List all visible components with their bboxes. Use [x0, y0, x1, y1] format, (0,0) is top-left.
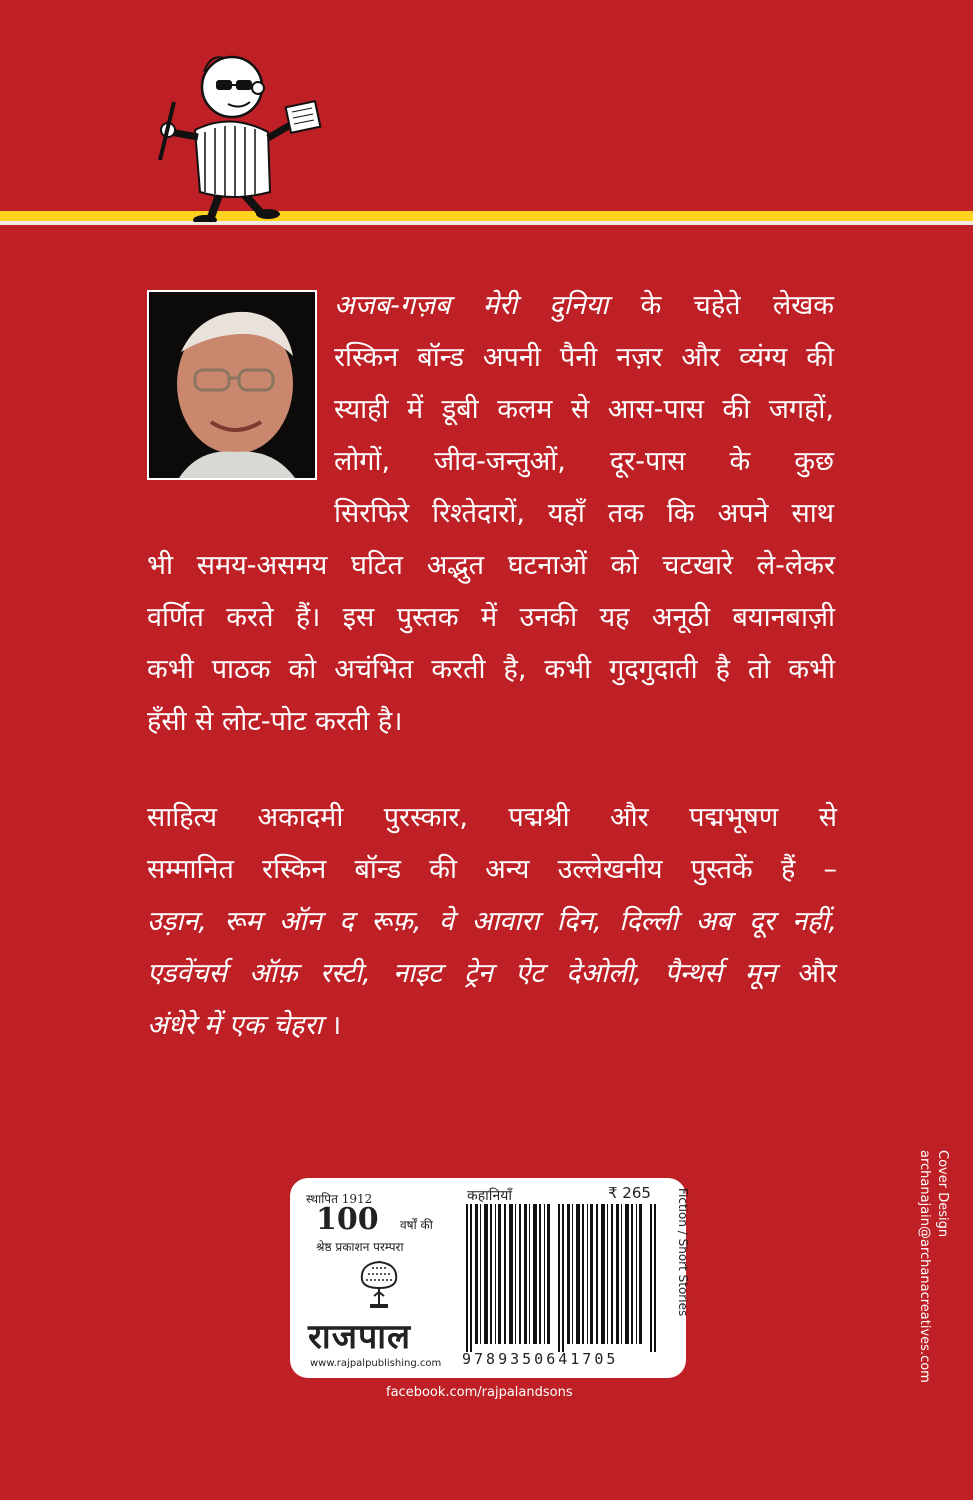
awards-paragraph	[147, 792, 837, 1052]
awards-line-5: अंधेरे में एक चेहरा ।	[147, 1010, 342, 1041]
tradition-text: श्रेष्ठ प्रकाशन परम्परा	[316, 1240, 404, 1254]
description-line-9: हँसी से लोट-पोट करती है।	[147, 706, 403, 737]
yellow-stripe	[0, 211, 973, 221]
genre-english: Fiction / Short Stories	[676, 1188, 690, 1317]
description-line-7: वर्णित करते हैं। इस पुस्तक में उनकी यह अनूठी बयानबाज़ी	[147, 602, 835, 633]
credit-label: Cover Design	[935, 1150, 950, 1238]
description-line-5: सिरफिरे रिश्तेदारों, यहाँ तक कि अपने साथ	[334, 498, 834, 529]
description-line-8: कभी पाठक को अचंभित करती है, कभी गुदगुदाती है तो कभी	[147, 654, 835, 685]
awards-line-2: सम्मानित रस्किन बॉन्ड की अन्य उल्लेखनीय पुस्तकें हैं –	[147, 854, 837, 885]
description-paragraph-top	[334, 280, 834, 540]
facebook-url: facebook.com/rajpalandsons	[386, 1385, 573, 1400]
publisher-website: www.rajpalpublishing.com	[310, 1358, 442, 1369]
awards-line-1: साहित्य अकादमी पुरस्कार, पद्मश्री और पद्मभूषण से	[147, 802, 837, 833]
cover-design-credit	[915, 1150, 951, 1383]
awards-line-4: एडवेंचर्स ऑफ़ रस्टी, नाइट ट्रेन ऐट देओली, पैन्थर्स मून और	[147, 958, 837, 989]
author-caricature	[150, 42, 325, 222]
publisher-logo-text: राजपाल	[308, 1317, 412, 1357]
years-of-text: वर्षों की	[400, 1218, 433, 1232]
description-line-2: रस्किन बॉन्ड अपनी पैनी नज़र और व्यंग्य की	[334, 342, 834, 373]
tree-logo-icon	[354, 1258, 404, 1310]
description-paragraph-bottom	[147, 540, 835, 748]
price: ₹ 265	[608, 1184, 651, 1202]
author-photo	[147, 290, 317, 480]
genre-hindi: कहानियाँ	[467, 1188, 512, 1204]
description-line-1: अजब-गज़ब मेरी दुनिया के चहेते लेखक	[334, 290, 834, 321]
white-stripe	[0, 221, 973, 225]
description-line-6: भी समय-असमय घटित अद्भुत घटनाओं को चटखारे ले-लेकर	[147, 550, 835, 581]
publisher-barcode-panel	[290, 1178, 686, 1378]
established-text: स्थापित 1912	[306, 1192, 373, 1206]
hundred-years-number: 100	[316, 1202, 379, 1237]
description-line-3: स्याही में डूबी कलम से आस-पास की जगहों,	[334, 394, 834, 425]
barcode-graphic	[466, 1204, 658, 1352]
awards-line-3: उड़ान, रूम ऑन द रूफ़, वे आवारा दिन, दिल्ली अब दूर नहीं,	[147, 906, 837, 937]
isbn-number: 9789350641705	[462, 1350, 619, 1368]
book-title: अजब-गज़ब मेरी दुनिया	[334, 290, 609, 321]
description-line-4: लोगों, जीव-जन्तुओं, दूर-पास के कुछ	[334, 446, 834, 477]
credit-email: archanajain@archanacreatives.com	[917, 1150, 932, 1383]
